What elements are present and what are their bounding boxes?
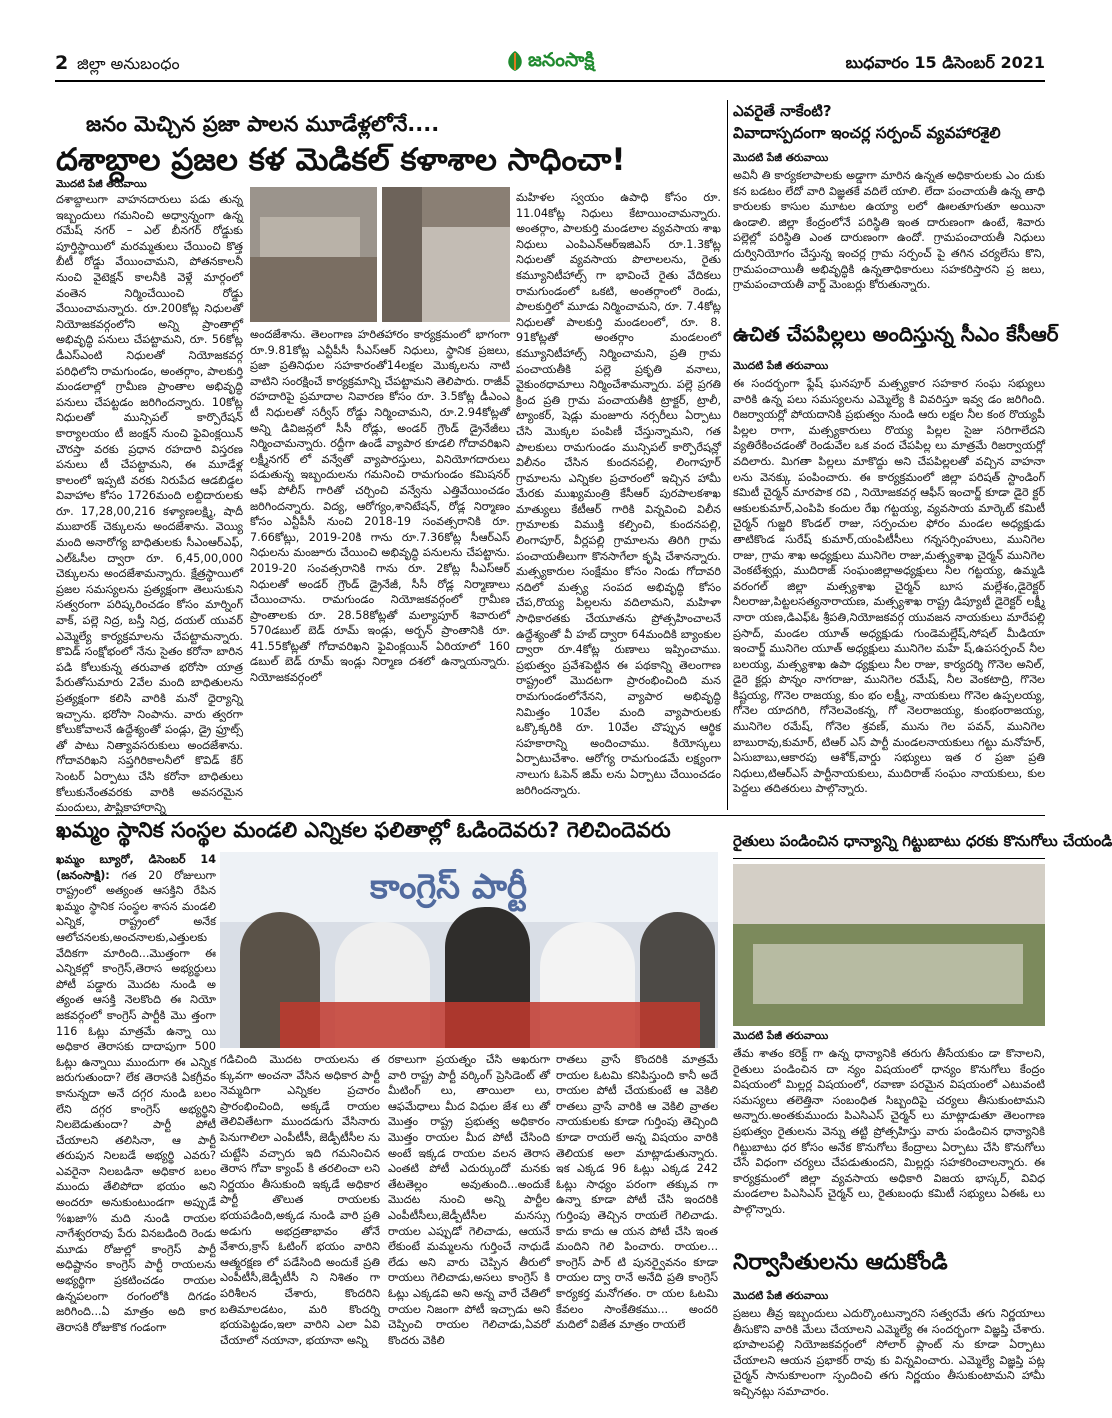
press-meet-photo <box>220 852 718 1048</box>
farmers-headline: రైతులు పండించిన ధాన్యాన్ని గిట్టుబాటు ధరకు కొనుగోలు చేయండి <box>733 832 1112 850</box>
nets-body: ఈ సందర్భంగా ఫ్లేష్ ఘనపూర్ మత్స్యకార సహకార సంఘ సభ్యులు వారికి ఉన్న పలు సమస్యలను ఎమ్మెల్యే కి వివరిస్తూ ఇవ్వ డం జరిగింది. రిజర్వాయర్లో పోయదానికి ప్రభుత్వం నుండి ఆరు లక్షల నీల కంఠ రొయ్యపీ పిల్లల రాగా, మత్స్యకారులు రొయ్య పిల్లల సైజు సరిగాలేదని వ్యతిరేకించడంతో రెండువేల ఒక వంద చేపపిల్ల లు మాత్రమే రిజర్వాయర్లో వదిలారు. మిగతా పిల్లలు మాకొద్దు అని చేపపిల్లలతో వచ్చిన వాహనా లను వెనక్కు పంపించారు. ఈ కార్యక్రమంలో జిల్లా పరిషత్ స్టాండింగ్ కమిటీ చైర్మన్ మారపాక రవి , నియోజకవర్గ ఆఫీస్ ఇంచార్జ్ కూడా డైరె క్టర్ ఆకులకుమార్,ఎంపిపి కందుల రేఖ గట్టయ్య, వ్యవసాయ మార్కెట్ కమిటీ చైర్మన్ గుజ్జరి కొండల్ రాజు, సర్పంచుల ఫోరం మండల అధ్యక్షుడు తాటికొండ సురేష్ కుమార్,యంపిటీసీలు గన్నసర్సింహులు, మునిగెల రాజు, గ్రామ శాఖ అధ్యక్షులు మునిగెల రాజు,మత్స్యశాఖ చైర్మన్ మునిగెల వెంకటేశ్వర్లు, ముదిరాజ్ సంఘంజిల్లాఅధ్యక్షులు నీల గట్టయ్య, ఉమ్మడి వరంగల్ జిల్లా మత్స్యశాఖ చైర్మన్ బూస మల్లేశం,డైరెక్టర్ నీలరాజు,పిట్టలసత్యనారాయణ, మత్స్యశాఖ రాష్ట్ర డిప్యూటీ డైరెక్టర్ లక్ష్మీ నారా యణ,డిఎఫ్ఓ శ్రీపతి,నియోజకవర్గ యువజన నాయకులు మారేపల్లి ప్రసాద్, మండల యూత్ అధ్యక్షుడు గుండెమల్లేష్,సోషల్ మీడియా ఇంచార్జ్ మునిగెల యూత్ అధ్యక్షులు మునిగెల మహే ష్,ఉపసర్పంచ్ నీల బలయ్య, మత్స్యశాఖ ఉపా ధ్యక్షులు నీల రాజు, కార్యదర్శి గొనెల అనిల్, డైరె క్టర్లు పొన్నం నాగరాజు, మునిగెల రమేష్, నీల వెంకటాద్రి, గొనెల కిష్టయ్య, గొనెల రాజయ్య, కుం భం లక్ష్మీ, నాయకులు గొనెల ఉప్పలయ్య, గోనెల యాదగిరి, గోనెలవెంకన్న, గో నెలరాజయ్య, కుంభంరాజయ్య, మునిగెల రమేష్, గోనెల శ్రవణ్, మును గెల పవన్, మునిగెల బాబురావు,కుమార్, టిఆర్ ఎస్ పార్టీ మండలనాయకులు గట్టు మనోహర్, ఏసుబాబు,ఆకారపు ఆశోక్,వార్డు సభ్యులు ఇత ర ప్రజా ప్రతి నిధులు,టిఆర్ఎస్ పార్టీనాయకులు, ముదిరాజ్ సంఘం నాయకులు, కుల పెద్దలు తదితరులు పాల్గొన్నారు. <box>733 377 1045 796</box>
lead-column-2: అందజేశాను. తెలంగాణ హరితహారం కార్యక్రమంలో భాగంగా రూ.9.81కోట్ల ఎన్టీపీసీ సీఎస్ఆర్ నిధులు, స్థానిక ప్రజలు, ప్రజా ప్రతినిధుల సహకారంతో14లక్షల మొక్కలను నాటి వాటిని సంరక్షించే కార్యక్రమాన్ని చేపట్టామని తెలిపారు. రాజీవ్ రహదారిపై ప్రమాదాల నివారణ కోసం రూ. 3.5కోట్ల డీఎంఎ టీ నిధులతో సర్వీస్ రోడ్డు నిర్మించామని, రూ.2.94కోట్లతో అన్ని డివిజన్లలో సీసీ రోడ్లు, అండర్ గ్రౌండ్ డ్రైనేజీలు నిర్మించామన్నారు. రద్దీగా ఉండే వ్యాపార కూడలి గోదావరిఖని లక్ష్మీనగర్ లో వన్వేతో వ్యాపారస్తులు, వినియోగదారులు పడుతున్న ఇబ్బందులను గమనించి రామగుండం కమిషనర్ ఆఫ్ పోలీస్ గారితో చర్చించి వన్వేను ఎత్తివేయించడం జరిగిందన్నారు. విద్య, ఆరోగ్యం,శానిటేషన్, రోడ్ల నిర్మాణం కోసం ఎన్టీపీసీ నుంచి 2018-19 సంవత్సరానికి రూ. 7.66కోట్లు, 2019-20కి గాను రూ.7.36కోట్ల సీఆర్ఎస్ నిధులను మంజూరు చేయించి అభివృద్ధి పనులను చేపట్టాను. 2019-20 సంవత్సరానికి గాను రూ. 2కోట్ల సీఎస్ఆర్ నిధులతో అండర్ గ్రౌండ్ డ్రైనేజీ, సీసీ రోడ్ల నిర్మాణాలు చేయించాను. రామగుండం నియోజకవర్గంలో గ్రామీణ ప్రాంతాలకు రూ. 28.58కోట్లతో మల్యాపూర్ శివారులో 570డబుల్ బెడ్ రూమ్ ఇండ్లు, అర్బన్ ప్రాంతానికి రూ. 41.55కోట్లతో గోదావరిఖని ఫైవింక్లయిన్ ఏరియాలో 160 డబుల్ బెడ్ రూమ్ ఇండ్లు నిర్మాణ దశలో ఉన్నాయన్నారు. నియోజకవర్గంలో <box>250 328 510 685</box>
masthead-logo <box>500 48 670 74</box>
leaf-icon <box>504 49 526 73</box>
lead-column-3: మహిళల స్వయం ఉపాధి కోసం రూ. 11.04కోట్ల నిధులు కేటాయించామన్నారు. అంతర్గాం, పాలకుర్తి మండలాల వ్యవసాయ శాఖ నిధులు ఎంపిఎన్ఆర్ఇజిఎస్ రూ.1.3కోట్ల నిధులతో వ్యవసాయ పొలాలలను, రైతు కమ్యూనిటీహాల్స్ గా భావించే రైతు వేదికలు రామగుండంలో ఒకటి, అంతర్గాంలో రెండు, పాలకుర్తిలో మూడు నిర్మించామని, రూ. 7.4కోట్ల నిధులతో పాలకుర్తి మండలంలో, రూ. 8. 91కోట్లతో అంతర్గాం మండలంలో కమ్యూనిటీహాల్స్ నిర్మించామని, ప్రతి గ్రామ పంచాయతీకి పల్లె ప్రకృతి వనాలు, వైకుంఠధామాలు నిర్మించేశామన్నారు. పల్లె ప్రగతి క్రింద ప్రతి గ్రామ పంచాయతీకి ట్రాక్టర్, ట్రాలీ, ట్యాంకర్, షెడ్లు మంజూరు నర్సరీలు ఏర్పాటు చేసి మొక్కల పంపిణీ చేస్తున్నామని, గత పాలకులు రామగుండం మున్సిపల్ కార్పొరేషన్లో విలీనం చేసిన కుందనపల్లి, లింగాపూర్ గ్రామాలను ఎన్నికల ప్రచారంలో ఇచ్చిన హామీ మేరకు ముఖ్యమంత్రి కేసీఆర్ పురపాలకశాఖ మాత్యులు కేటీఆర్ గారికి విన్నవించి విలీన గ్రామాలకు విముక్తి కల్పించి, కుందనపల్లి, లింగాపూర్, వీర్లపల్లి గ్రామాలను తిరిగి గ్రామ పంచాయతీలుగా కొనసాగేలా కృషి చేశానన్నారు. మత్స్యకారుల సంక్షేమం కోసం నిండు గోదావరి నదిలో మత్స్య సంపద అభివృద్ధి కోసం చేప,రొయ్య పిల్లలను వదిలామని, మహిళా సాధికారతకు చేయూతను ప్రోత్సహించాలనే ఉద్దేశ్యంతో వీ హబ్ ద్వారా 64మందికి బ్యాంకుల ద్వారా రూ.4కోట్ల రుణాలు ఇప్పించాము. ప్రభుత్వం ప్రవేశపెట్టిన ఈ పథకాన్ని తెలంగాణ రాష్ట్రంలో మొదటగా ప్రారంభించింది మన రామగుండంలోనేనని, వ్యాపార అభివృద్ధి నిమిత్తం 10వేల మంది వ్యాపారులకు ఒక్కొక్కరికి రూ. 10వేల చొప్పున ఆర్థిక సహకారాన్ని అందించాము. కియోస్కలు ఏర్పాటుచేశాం. ఆరోగ్య రామగుండమే లక్ష్యంగా నాలుగు ఓపెన్ జిమ్ లను ఏర్పాటు చేయించడం జరిగిందన్నారు. <box>516 191 721 797</box>
farmers-body: తేమ శాతం కరెక్ట్ గా ఉన్న ధాన్యానికి తరుగు తీసేయకుం డా కొనాలని, రైతులు పండించిన దా న్యం విషయంలో ధాన్యం కొనుగోలు కేంద్రం విషయంలో మిల్లర్ల విషయంలో, రవాణా పరమైన విషయంలో ఎటువంటి సమస్యలు తలెత్తినా సంబంధిత సిబ్బందిపై చర్యలు తీసుకుంటామని అన్నారు.అంతకుముందు పిఎసిఎస్ చైర్మన్ లు మాట్లాడుతూ తెలంగాణ ప్రభుత్వం రైతులను వెన్ను తట్టి ప్రోత్సహిస్తు వారు పండించిన ధాన్యానికి గిట్టుబాటు ధర కోసం అనేక కొనుగోలు కేంద్రాలు ఏర్పాటు చేసి కొనుగోలు చేసే విధంగా చర్యలు చేపడుతుందని, మిల్లర్లు సహకరించాలన్నారు. ఈ కార్యక్రమంలో జిల్లా వ్యవసాయ అధికారి విజయ భాస్కర్, వివిధ మండలాల పిఎసిఎస్ చైర్మన్ లు, రైతుబంధు కమిటీ సభ్యులు ఏఈఓ లు పాల్గొన్నారు. <box>733 1047 1045 1216</box>
construction-photo-right <box>382 187 510 322</box>
farmers-dateline: మొదటి పేజీ తరువాయి <box>733 1030 829 1042</box>
displaced-headline: నిర్వాసితులను ఆదుకోండి <box>733 1250 948 1275</box>
khammam-col1-text: గత 20 రోజులుగా రాష్ట్రంలో అత్యంత ఆసక్తిని రేపిన ఖమ్మం స్థానిక సంస్థల శాసన మండలి ఎన్నిక, రాష్ట్రంలో అనేక ఆలోచనలకు,అంచనాలకు,ఎత్తులకు వేదికగా మారింది...మొత్తంగా ఈ ఎన్నికల్లో కాంగ్రెస్,తెరాస అభ్యర్థులు పోటీ పడ్డారు మొదట నుండి అ త్యంత ఆసక్తి నెలకొంది ఈ నియో జకవర్గంలో కాంగ్రెస్ పార్టీకి మొ త్తంగా 116 ఓట్లు మాత్రమే ఉన్నా యి అధికార తెరాసకు దాదాపుగా 500 ఓట్లు ఉన్నాయి ముందుగా ఈ ఎన్నిక జరుగుతుందా? లేక తెరాసకి ఏకగ్రీవం కానున్నదా అనే దగ్గర నుండి బలం లేని దగ్గర కాంగ్రెస్ అభ్యర్థిని నిలబెడుతుందా? పార్టీ పోటీ చేయాలని తలిసినా, ఆ పార్టీ తరుపున నిలబడే అభ్యర్థి ఎవరు? ఎవరైనా నిలబడినా అధికార బలం ముందు తేలిపోదా భయం అని అందరూ అనుకుంటుండగా అప్పుడే %ఖజా% మది నుండి రాయల నాగేశ్వరరావు పేరు వినబడింది రెండు మూడు రోజుల్లో కాంగ్రెస్ పార్టీ అధిష్టానం కాంగ్రెస్ పార్టీ రాయలను అభ్యర్థిగా ప్రకటించడం రాయల ఉన్నపలంగా రంగంలోకి దిగడం జరిగింది...ఏ మాత్రం అది కార తెరాసకి రోజుకొక గండంగా <box>56 868 216 1334</box>
farmers-rule <box>733 858 1045 859</box>
khammam-column-3: రకాలుగా ప్రయత్నం చేసి అఖరుగా వారి రాష్ట్ర పార్టీ వర్కింగ్ ప్రెసిడెంట్ తో మీటింగ్ లు, తాయిలా లు, ఆఫమేధాలు మీద విధుల జేశ లు తో మొత్తం రాష్ట్ర ప్రభుత్వ అధికారం మొత్తం రాయల మీద పోటీ చేసింది అంటే ఇక్కడ రాయల వలన తెరాస ఎంతటి పోటీ ఎదుర్కుందో మనకు తేటతెల్లం అవుతుంది...అందుకే మొదట నుంచి అన్ని పార్టీల ఎంపీటీసీలు,జెడ్పీటీసీల మనస్సు రాయల ఎప్పుడో గెలిచాడు, ఆయనే లేకుంటే మమ్మలను గుర్తించే నాధుడే లేడు అని వారు చెప్పిన తీరులో రాయలు గెలిచాడు,అసలు కాంగ్రెస్ కి ఓట్లు ఎక్కడవి అని అన్న వారే చేతిలో రాయల నిజంగా పోటీ ఇచ్చాడు అని చెప్పించి రాయల గెలిచాడు,ఏవరో కొందరు వెకిలి <box>388 1053 550 1347</box>
displaced-dateline: మొదటి పేజీ తరువాయి <box>733 1290 829 1302</box>
masthead-title: జనంసాక్షి <box>528 49 595 71</box>
khammam-dateline: ఖమ్మం బ్యూరో, డిసెంబర్ 14 (జనంసాక్షి): <box>56 853 216 882</box>
section-name: జిల్లా అనుబంధం <box>77 54 180 73</box>
page-number: 2 <box>55 52 69 74</box>
sarpanch-kicker: ఎవరైతే నాకేంటి? <box>733 102 832 120</box>
lead-headline: దశాబ్దాల ప్రజల కళ మెడికల్ కళాశాల సాధించా! <box>56 142 626 178</box>
sarpanch-dateline: మొదటి పేజీ తరువాయి <box>733 152 829 164</box>
header-rule <box>55 80 1045 82</box>
meeting-photo <box>733 864 1045 1026</box>
lead-column-1: దశాబ్దాలుగా వాహనదారులు పడు తున్న ఇబ్బందులు గమనించి అధ్వాన్నంగా ఉన్న రమేష్ నగర్ – ఎల్ బీనగర్ రోడ్డుకు పూర్తిస్థాయిలో మరమ్మతులు చేయించి కొత్త బీటీ రోడ్డు వేయించామని, పోతనకాలనీ నుంచి వైటెక్షన్ కాలనీకి వెళ్లే మార్గంలో వంతెన నిర్మించేయించి రోడ్డు వేయించామన్నారు. రూ.200కోట్ల నిధులతో నియోజకవర్గంలోని అన్ని ప్రాంతాల్లో అభివృద్ధి పనులు చేపట్టామని, రూ. 56కోట్ల డీఎస్ఎంటి నిధులతో నియోజకవర్గ పరిధిలోని రామగుండం, అంతర్గాం, పాలకుర్తి మండలాల్లో గ్రామీణ ప్రాంతాల అభివృద్ధి పనులు చేపట్టడం జరిగిందన్నారు. 10కోట్ల నిధులతో మున్సిపల్ కార్పొరేషన్ కార్యాలయం టీ జంక్షన్ నుంచి ఫైవింక్లయిన్ చౌరస్తా వరకు ప్రధాన రహదారి విస్తరణ పనులు టీ చేపట్టామని, ఈ మూడేళ్ల కాలంలో ఇప్పటి వరకు నిరుపేద ఆడబిడ్డల వివాహాల కోసం 1726మంది లబ్దిదారులకు రూ. 17,28,00,216 కళ్యాణలక్ష్మి, షాదీ ముబారక్ చెక్కులను అందజేశాను. వెయ్యి మంది అనారోగ్య బాధితులకు సీఎంఆర్ఎఫ్, ఎల్ఓసీల ద్వారా రూ. 6,45,00,000 చెక్కులను అందజేశామన్నారు. క్షేత్రస్థాయిలో ప్రజల సమస్యలను ప్రత్యక్షంగా తెలుసుకుని సత్వరంగా పరిష్కరించడం కోసం మార్నింగ్ వాక్, పల్లె నిద్ర, బస్తీ నిద్ర, దయల్ యువర్ ఎమ్మెల్యే కార్యక్రమాలను చేపట్టామన్నారు. కొవిడ్ సంక్షోభంలో నేను సైతం కరోనా బారిన పడి కోలుకున్న తరువాత భరోసా యాత్ర పేరుతోసుమారు 2వేల మంది బాధితులను ప్రత్యక్షంగా కలిసి వారికి మనో ధైర్యాన్ని ఇచ్చాను. భరోసా నింపాను. వారు త్వరగా కోలుకోవాలనే ఉద్దేశ్యంతో పండ్లు, డ్రై ఫ్రూట్స్ తో పాటు నిత్యావసరుకులు అందజేశాను. గోదావరిఖని సప్తగిరికాలనీలో కొవిడ్ కేర్ సెంటర్ ఏర్పాటు చేసి కరోనా బాధితులు కోలుకునేంతవరకు వారికి అవసరమైన మందులు, పౌష్టికాహారాన్ని <box>56 193 243 815</box>
lead-dateline: మొదటి పేజీ తరువాయి <box>56 179 147 190</box>
khammam-column-2: గడిచింది మొదట రాయలను త క్కువగా అంచనా వేసిన అధికార పార్టీ నెమ్మదిగా ఎన్నికల ప్రచారం ప్రారంభించింది, అక్కడే రాయల తెలివితేటగా ముందడుగు వేసినారు పెనుగాలిలా ఎంపీటీసీ, జెడ్పీటీసీల ను చుట్టేసి వచ్చారు ఇది గమనించిన తెరాస గోవా క్యాంప్ కి తరలించా లని నిర్ణయం తీసుకుంది ఇక్కడే అధికార పార్టీ తొలుత రాయలకు భయపడింది,అక్కడ నుండి వారి ప్రతి అడుగు అభద్రతాభావం తోనే వేశారు,క్రాస్ ఓటింగ్ భయం వారిని ఆత్మరక్షణ లో పడేసింది అందుకే ప్రతి ఎంపీటీసీ,జెడ్పీటీసీ ని నిశితం గా పరిశీలన చేశారు, కొందరిని బతిమాలడటం, మరి కొందర్ని భయపెట్టడం,ఇలా వారిని ఎలా ఏవి చేయాలో నయానా, భయానా అన్ని <box>220 1053 380 1347</box>
sarpanch-headline: వివాదాస్పదంగా ఇంచర్ల సర్పంచ్ వ్యవహారశైలి <box>733 124 1001 142</box>
khammam-headline: ఖమ్మం స్థానిక సంస్థల మండలి ఎన్నికల ఫలితాల్లో ఓడిందెవరు? గెలిచిందెవరు <box>56 818 671 842</box>
page-header <box>55 48 1045 78</box>
nets-dateline: మొదటి పేజీ తరువాయి <box>733 360 829 372</box>
congress-banner: కాంగ్రెస్ పార్టీ <box>220 852 718 922</box>
displaced-body: ప్రజలు తీవ్ర ఇబ్బందులు ఎదుర్కొంటున్నారని సత్వరమే తగు నిర్ణయాలు తీసుకొని వారికి మేలు చేయాలని ఎమ్మెల్యే ఈ సందర్భంగా విజ్ఞప్తి చేశారు. భూపాలపల్లి నియోజకవర్గంలో సోలార్ ప్లాంట్ ను కూడా ఏర్పాటు చేయాలని ఆయన ప్రభాకర్ రావు కు విన్నవించారు. ఎమ్మెల్యే విజ్ఞప్తి పట్ల చైర్మన్ సానుకూలంగా స్పందించి తగు నిర్ణయం తీసుకుంటామని హామీ ఇచ్చినట్లు సమాచారం. <box>733 1307 1045 1398</box>
sarpanch-body: అవినీ తి కార్యకలాపాలకు అడ్డాగా మారిన ఉన్నత అధికారులకు ఎం దుకు కన బడటం లేదో వారి విజ్ఞతకే వదిలే యాలి. లేదా పంచాయతీ ఉన్న తాధి కారులకు కాసుల మూటల ఉయ్యా లలో ఊలతూగుతూ అయినా ఉండాలి. జిల్లా కేంద్రంలోనే పరిస్థితి ఇంత దారుణంగా ఉంటే, శివారు పల్లెల్లో పరిస్థితి ఎంత దారుణంగా ఉందో. గ్రామపంచాయతీ నిధులు దుర్వినియోగం చేస్తున్న ఇంచర్ల గ్రామ సర్పంచ్ పై తగిన చర్యలేసు కొని, గ్రామపంచాయితీ అభివృద్ధికి ఉన్నతాధికారులు సహకరిస్తారని ప్ర జలు, గ్రామపంచాయతీ వార్డ్ మెంబర్లు కోరుతున్నారు. <box>733 169 1045 292</box>
section-rule <box>55 815 1045 816</box>
nets-headline: ఉచిత చేపపిల్లలు అందిస్తున్న సీఎం కేసీఆర్ <box>733 322 1059 346</box>
khammam-column-1 <box>56 852 216 1412</box>
lead-kicker: జనం మెచ్చిన ప్రజా పాలన మూడేళ్లలోనే.... <box>86 112 440 136</box>
microphones <box>280 1002 700 1048</box>
khammam-column-4: రాతలు వ్రాసే కొందరికి మాత్రమే రాయల ఓటమి కనిపిస్తుంది కానీ అదే రాయల పోటీ చేయకుంటే ఆ వెకిలి రాతలు వ్రాసే వారికి ఆ వెకిలి వ్రాతల నాయకులకు కూడా గుర్తింపు తెచ్చింది కూడా రాయలే అన్న విషయం వారికి తెలియక అలా మాట్లాడుతున్నారు. ఇక ఎక్కడ 96 ఓట్లు ఎక్కడ 242 ఓట్లు సాధ్యం పరంగా తక్కువ గా ఉన్నా కూడా పోటీ చేసి ఇందరికి గుర్తింపు తెచ్చిన రాయలే గెలిచాడు. కాదు కాదు ఆ యన పోటీ చేసి ఇంత మందిని గెలి పించారు. రాయల... కాంగ్రెస్ పార్ టి పునర్వైవనం కూడా రాయల ద్వా రానే అనేది ప్రతి కాంగ్రెస్ కార్యకర్త మనోగతం. రా యల ఓటమి కేవలం సాంకేతికము... అందరి మదిలో విజేత మాత్రం రాయలే <box>556 1053 718 1332</box>
column-divider <box>727 100 728 810</box>
construction-photo-left <box>250 187 377 322</box>
issue-date: బుధవారం 15 డిసెంబర్ 2021 <box>845 53 1045 72</box>
